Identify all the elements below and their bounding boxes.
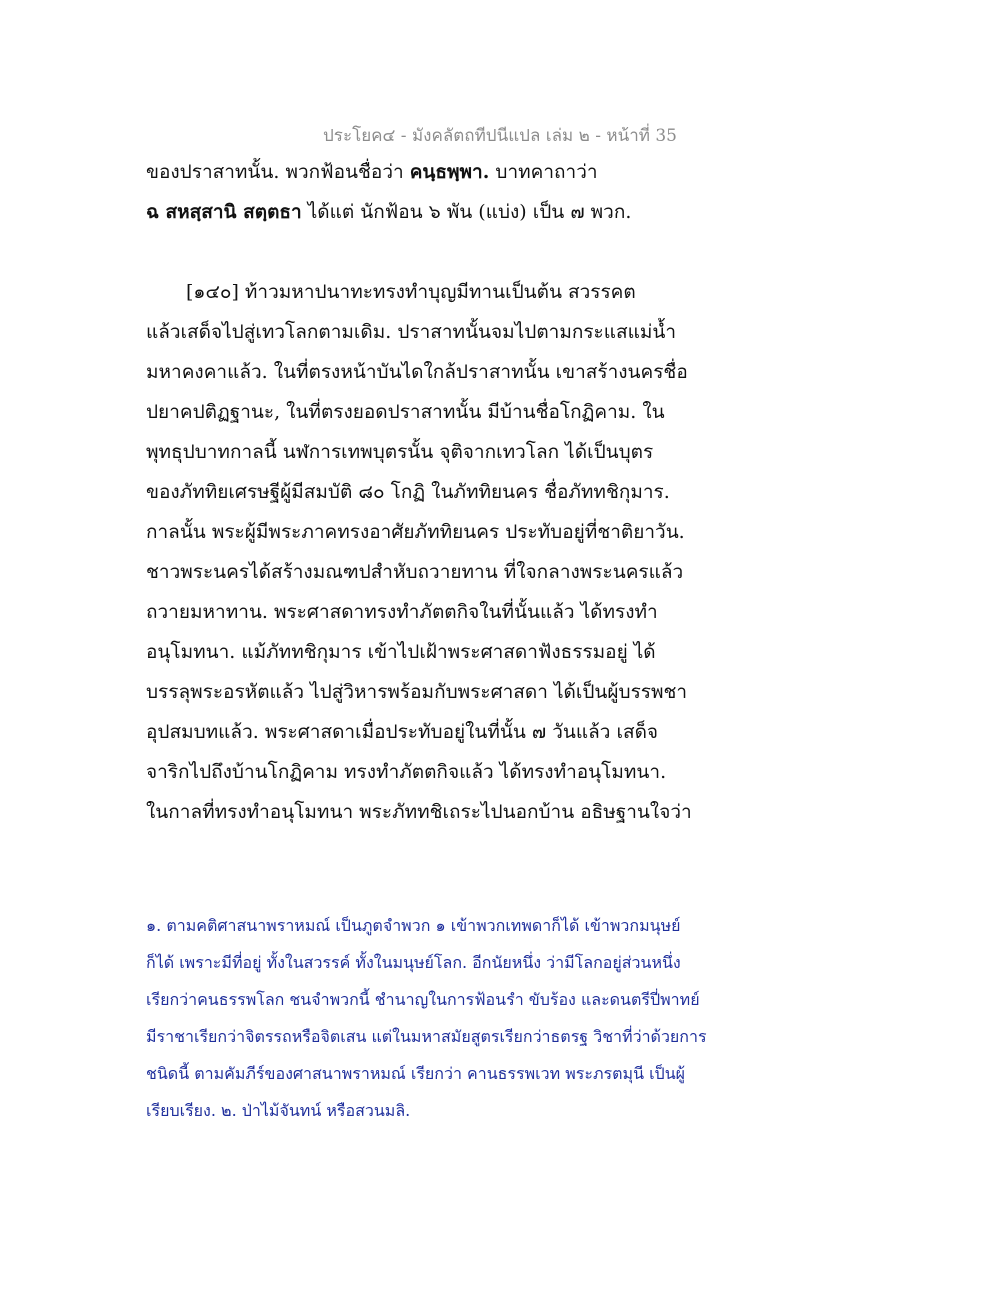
footnote-line: มีราชาเรียกว่าจิตรรถหรือจิตเสน แต่ในมหาสมัยสูตรเรียกว่าธตรฐ วิชาที่ว่าด้วยการ xyxy=(146,1027,707,1046)
body-line-2-post: ได้แต่ นักฟ้อน ๖ พัน (แบ่ง) เป็น ๗ พวก. xyxy=(301,201,632,223)
footnote-line: ๑. ตามคติศาสนาพราหมณ์ เป็นภูตจำพวก ๑ เข้าพวกเทพดาก็ได้ เข้าพวกมนุษย์ xyxy=(146,916,681,935)
paragraph-line: แล้วเสด็จไปสู่เทวโลกตามเดิม. ปราสาทนั้นจมไปตามกระแสแม่น้ำ xyxy=(146,321,677,343)
paragraph-line: อุปสมบทแล้ว. พระศาสดาเมื่อประทับอยู่ในที่นั้น ๗ วันแล้ว เสด็จ xyxy=(146,721,659,743)
paragraph-line: จาริกไปถึงบ้านโกฏิคาม ทรงทำภัตตกิจแล้ว ได้ทรงทำอนุโมทนา. xyxy=(146,761,667,783)
paragraph-line: ชาวพระนครได้สร้างมณฑปสำหับถวายทาน ที่ใจกลางพระนครแล้ว xyxy=(146,561,684,583)
paragraph-line: พุทธุปบาทกาลนี้ นฬการเทพบุตรนั้น จุติจากเทวโลก ได้เป็นบุตร xyxy=(146,441,654,463)
paragraph-line: บรรลุพระอรหัตแล้ว ไปสู่วิหารพร้อมกับพระศาสดา ได้เป็นผู้บรรพชา xyxy=(146,681,688,703)
body-line-1-term: คนฺธพฺพา. xyxy=(409,161,490,183)
footnote-line: เรียกว่าคนธรรพโลก ชนจำพวกนี้ ชำนาญในการฟ้อนรำ ขับร้อง และดนตรีปี่พาทย์ xyxy=(146,990,700,1009)
body-line-1-pre: ของปราสาทนั้น. พวกฟ้อนชื่อว่า xyxy=(146,161,410,183)
paragraph-line: ปยาคปติฏฐานะ, ในที่ตรงยอดปราสาทนั้น มีบ้านชื่อโกฏิคาม. ใน xyxy=(146,401,665,423)
footnote-line: เรียบเรียง. ๒. ป่าไม้จันทน์ หรือสวนมลิ. xyxy=(146,1101,411,1120)
footnote-line: ก็ได้ เพราะมีที่อยู่ ทั้งในสวรรค์ ทั้งในมนุษย์โลก. อีกนัยหนึ่ง ว่ามีโลกอยู่ส่วนหนึ่ง xyxy=(146,953,681,972)
paragraph-line: อนุโมทนา. แม้ภัททชิกุมาร เข้าไปเฝ้าพระศาสดาฟังธรรมอยู่ ได้ xyxy=(146,641,656,663)
paragraph-line: ในกาลที่ทรงทำอนุโมทนา พระภัททชิเถระไปนอกบ้าน อธิษฐานใจว่า xyxy=(146,801,692,823)
paragraph-line: ถวายมหาทาน. พระศาสดาทรงทำภัตตกิจในที่นั้นแล้ว ได้ทรงทำ xyxy=(146,601,658,623)
body-line-1 xyxy=(146,163,598,182)
paragraph-line: [๑๔๐] ท้าวมหาปนาทะทรงทำบุญมีทานเป็นต้น สวรรคต xyxy=(186,281,636,303)
body-line-2 xyxy=(146,203,631,222)
page-header: ประโยค๔ - มังคลัตถทีปนีแปล เล่ม ๒ - หน้าที่ 35 xyxy=(323,126,677,146)
body-line-2-term: ฉ สหสฺสานิ สตฺตธา xyxy=(146,201,302,223)
paragraph-line: กาลนั้น พระผู้มีพระภาคทรงอาศัยภัททิยนคร ประทับอยู่ที่ชาติยาวัน. xyxy=(146,521,685,543)
paragraph-line: ของภัททิยเศรษฐีผู้มีสมบัติ ๘๐ โกฏิ ในภัททิยนคร ชื่อภัททชิกุมาร. xyxy=(146,481,670,503)
paragraph-line: มหาคงคาแล้ว. ในที่ตรงหน้าบันไดใกล้ปราสาทนั้น เขาสร้างนครชื่อ xyxy=(146,361,688,383)
body-line-1-post: บาทคาถาว่า xyxy=(489,161,598,183)
footnote-line: ชนิดนี้ ตามคัมภีร์ของศาสนาพราหมณ์ เรียกว่า คานธรรพเวท พระภรตมุนี เป็นผู้ xyxy=(146,1064,686,1083)
